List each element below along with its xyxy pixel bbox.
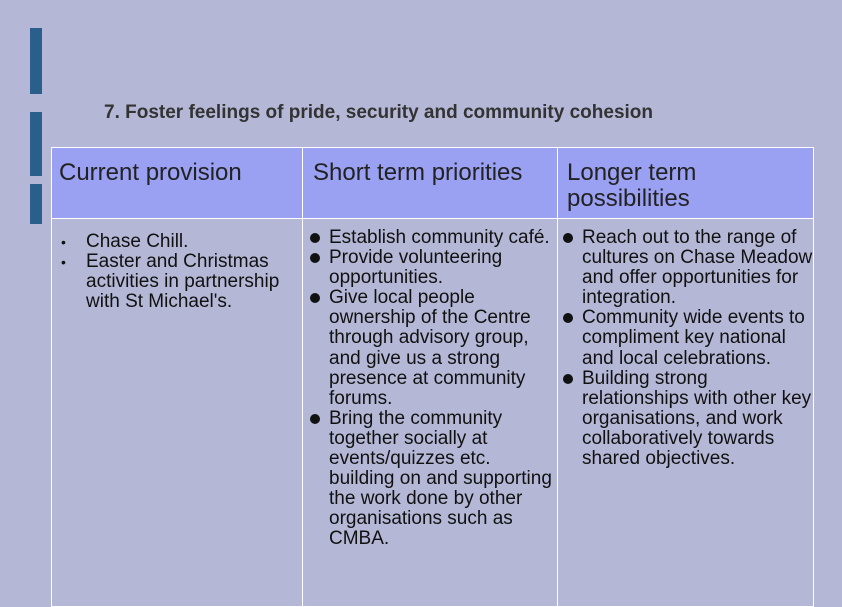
current-provision-list bbox=[58, 232, 298, 312]
list-item bbox=[58, 232, 298, 252]
column-divider bbox=[557, 148, 558, 606]
list-item-text: Chase Chill. bbox=[86, 231, 189, 252]
list-item-text: Reach out to the range of cultures on Chase Meadow and offer opportunities for integration. bbox=[582, 227, 813, 309]
bullet-icon: • bbox=[61, 254, 66, 271]
list-item-text: Building strong relationships with other key organisations, and work collaboratively towards shared objectives. bbox=[582, 367, 812, 470]
header-short-term-priorities: Short term priorities bbox=[313, 159, 523, 186]
slide-title: 7. Foster feelings of pride, security and community cohesion bbox=[104, 102, 654, 123]
list-item bbox=[310, 228, 555, 248]
bullet-icon: • bbox=[61, 234, 66, 250]
decor-bar-middle bbox=[30, 112, 42, 176]
bullet-icon bbox=[563, 374, 573, 384]
longer-term-possibilities-list bbox=[563, 228, 813, 469]
list-item-text: Bring the community together socially at events/quizzes etc. building on and supporting the work done by other organisations such as CMBA. bbox=[329, 407, 552, 550]
decor-bar-top bbox=[30, 28, 42, 94]
bullet-icon bbox=[310, 233, 320, 243]
bullet-icon bbox=[310, 293, 320, 303]
list-item bbox=[310, 288, 555, 409]
header-current-provision: Current provision bbox=[59, 159, 242, 186]
bullet-icon bbox=[310, 414, 320, 424]
decor-bar-bottom bbox=[30, 184, 42, 224]
list-item-text: Provide volunteering opportunities. bbox=[329, 247, 503, 289]
bullet-icon bbox=[563, 233, 573, 243]
bullet-icon bbox=[563, 313, 573, 323]
column-divider bbox=[302, 148, 303, 606]
list-item bbox=[563, 228, 813, 308]
short-term-priorities-list bbox=[310, 228, 555, 550]
provision-table bbox=[51, 147, 814, 607]
list-item-text: Give local people ownership of the Centre through advisory group, and give us a strong presence at community forums. bbox=[329, 287, 531, 409]
list-item bbox=[563, 369, 813, 469]
list-item bbox=[563, 308, 813, 368]
list-item-text: Establish community café. bbox=[329, 227, 550, 248]
list-item bbox=[58, 252, 298, 312]
bullet-icon bbox=[310, 253, 320, 263]
list-item-text: Community wide events to compliment key national and local celebrations. bbox=[582, 307, 805, 369]
header-longer-term-possibilities: Longer term possibilities bbox=[567, 159, 697, 212]
list-item bbox=[310, 409, 555, 550]
header-divider bbox=[52, 218, 813, 219]
list-item bbox=[310, 248, 555, 288]
list-item-text: Easter and Christmas activities in partnership with St Michael's. bbox=[86, 251, 280, 313]
